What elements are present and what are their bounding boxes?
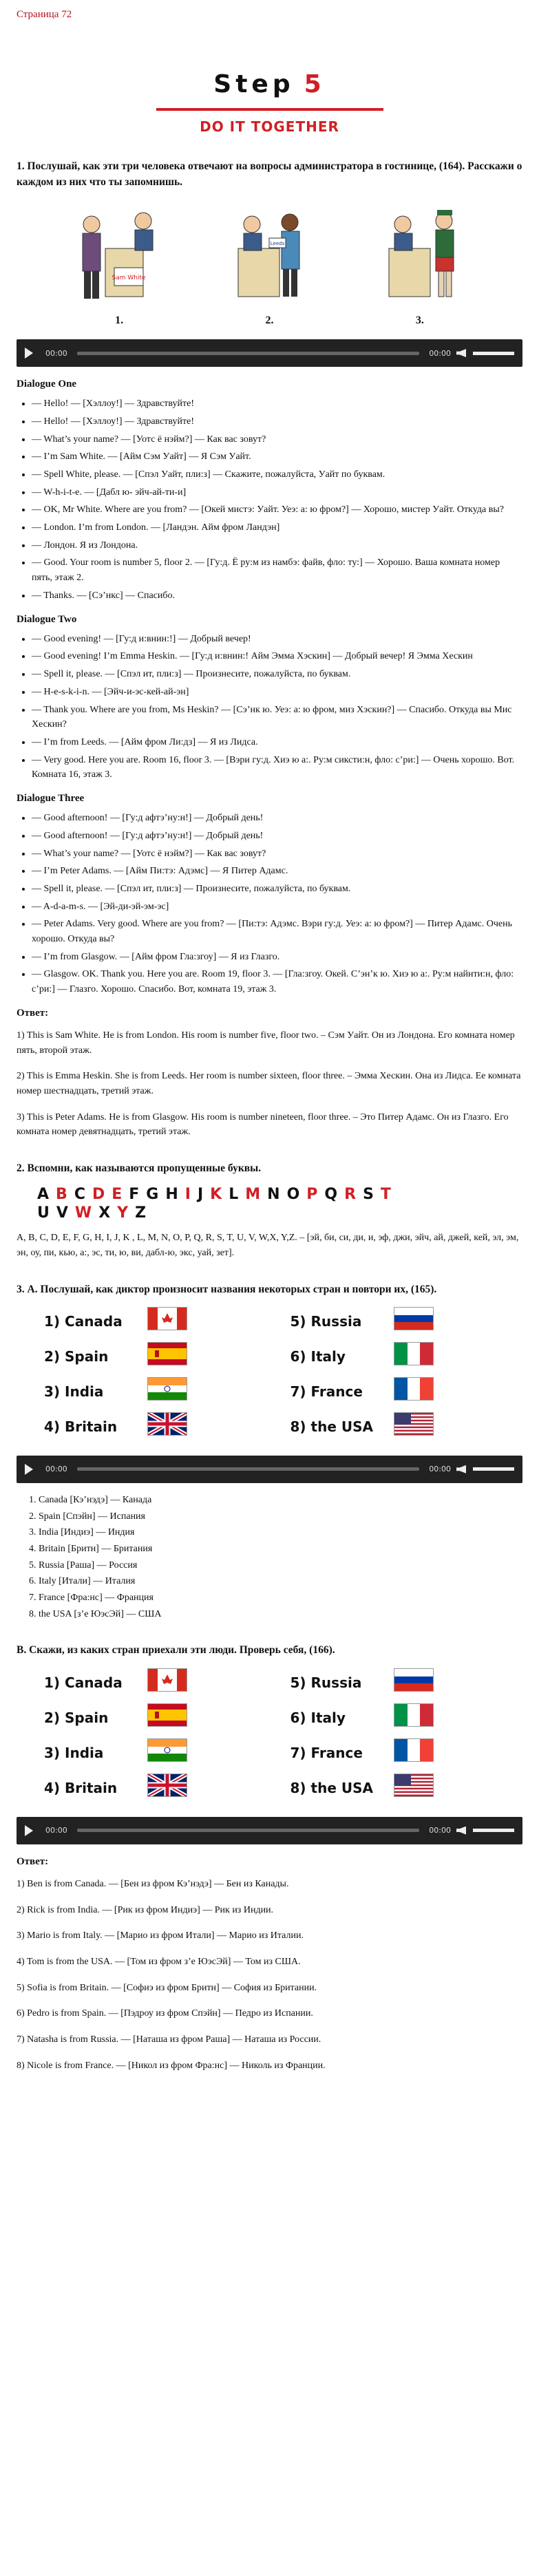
answer2-item: 4) Tom is from the USA. — [Том из фром з’е ЮэсЭй] — Том из США. (17, 1956, 301, 1967)
country-item (290, 1412, 496, 1442)
list-item: 2. Spain [Спэйн] — Испания (39, 1509, 522, 1524)
time-total: 00:00 (429, 1826, 451, 1835)
illustration-3 (375, 200, 465, 330)
answer2-item: 5) Sofia is from Britain. — [Софиэ из фром Бритн] — София из Британии. (17, 1982, 317, 1993)
list-item: • — I’m Sam White. — [Айм Сэм Уайт] — Я Сэм Уайт. (32, 449, 522, 465)
letter: S (363, 1186, 374, 1204)
country-item (44, 1307, 249, 1337)
missing-letters (37, 1186, 522, 1222)
hotel-illustrations (44, 200, 495, 330)
answer2-item: 1) Ben is from Canada. — [Бен из фром Кэ’нэдэ] — Бен из Канады. (17, 1878, 289, 1889)
letter: P (306, 1186, 318, 1204)
audio-player-3[interactable] (17, 1817, 522, 1844)
name-sign: Sam White (112, 274, 146, 281)
spain-flag (147, 1703, 187, 1733)
letter: E (112, 1186, 123, 1204)
answer2-item: 8) Nicole is from France. — [Никол из фром Фра:нс] — Николь из Франции. (17, 2060, 326, 2071)
letter: Y (117, 1204, 129, 1222)
volume-slider[interactable] (473, 352, 514, 355)
list-item: • — Good afternoon! — [Гу:д афтэ’ну:н!] — Добрый день! (32, 829, 522, 844)
list-item: • — Very good. Here you are. Room 16, floor 3. — [Вэри гу:д. Хиэ ю а:. Ру:м сиксти:н, фло: с’ри:] — Очень хорошо. Вот. Комната 16, этаж 3. (32, 753, 522, 783)
letter: N (267, 1186, 280, 1204)
list-item: 1. Canada [Кэ’нэдэ] — Канада (39, 1493, 522, 1508)
list-item: • — H-e-s-k-i-n. — [Эйч-и-эс-кей-ай-эн] (32, 685, 522, 700)
country-label: 3) India (44, 1383, 104, 1400)
france-flag (394, 1377, 434, 1407)
time-total: 00:00 (429, 1465, 451, 1474)
country-label: 8) the USA (290, 1779, 373, 1796)
letter: H (165, 1186, 178, 1204)
countries-grid-a (44, 1307, 495, 1442)
canada-flag (147, 1307, 187, 1337)
letter: Z (135, 1204, 147, 1222)
answer1-item-2: 2) This is Emma Heskin. She is from Leeds. Her room is number sixteen, floor three. – Эмма Хескин. Она из Лидса. Ее комната номер шестнадцать, третий этаж. (17, 1071, 521, 1097)
illustration-2 (224, 200, 314, 330)
list-item: • — Thank you. Where are you from, Ms Heskin? — [Сэ’нк ю. Уеэ: а: ю фром, миз Хэскин?] — Спасибо. Откуда вы Мис Хескин? (32, 703, 522, 732)
play-icon[interactable] (25, 348, 33, 359)
step-header (17, 65, 522, 138)
country-item (44, 1342, 249, 1372)
britain-flag (147, 1774, 187, 1803)
volume-icon[interactable] (456, 1465, 466, 1473)
hotel-desk-illustration-3 (375, 200, 465, 304)
list-item: • — I’m from Leeds. — [Айм фром Ли:дз] — Я из Лидса. (32, 735, 522, 750)
letters-row-2 (37, 1204, 522, 1222)
answer1-item-1: 1) This is Sam White. He is from London. His room is number five, floor two. – Сэм Уайт. Он из Лондона. Его комната номер пять, второй этаж. (17, 1030, 515, 1056)
list-item: • — Hello! — [Хэллоу!] — Здравствуйте! (32, 414, 522, 429)
list-item: • — Good evening! — [Гу:д и:внин:!] — Добрый вечер! (32, 632, 522, 647)
hotel-desk-illustration-2 (224, 200, 314, 304)
list-item: • — London. I’m from London. — [Ландэн. Айм фром Ландэн] (32, 520, 522, 535)
dialogue-one-list (17, 396, 522, 603)
list-item: • — What’s your name? — [Уотс ё нэйм?] — Как вас зовут? (32, 847, 522, 862)
country-item (290, 1774, 496, 1803)
dialogue-one-title: Dialogue One (17, 379, 77, 390)
leeds-badge: Leeds (271, 240, 285, 246)
list-item: • — I’m from Glasgow. — [Айм фром Гла:згоу] — Я из Глазго. (32, 950, 522, 965)
progress-bar[interactable] (77, 352, 420, 355)
letters-row-1 (37, 1186, 522, 1204)
list-item: • — I’m Peter Adams. — [Айм Пи:тэ: Адэмс] — Я Питер Адамс. (32, 864, 522, 879)
country-item (44, 1774, 249, 1803)
list-item: • — Glasgow. OK. Thank you. Here you are. Room 19, floor 3. — [Гла:згоу. Окей. С’эн’к ю. Хиэ ю а:. Ру:м найнти:н, фло: с’ри:] — Глазго. Хорошо. Спасибо. Вот, комната 19, этаж 3. (32, 967, 522, 997)
list-item: • — Thanks. — [Сэ’нкс] — Спасибо. (32, 588, 522, 604)
russia-flag (394, 1307, 434, 1337)
country-label: 7) France (290, 1744, 363, 1761)
step-title (17, 65, 522, 104)
dialogue-three-title: Dialogue Three (17, 792, 85, 804)
task1-title: 1. Послушай, как эти три человека отвечают на вопросы администратора в гостинице, (164). Расскажи о каждом из них что ты запомнишь. (17, 160, 522, 189)
letter: G (146, 1186, 159, 1204)
country-item (44, 1412, 249, 1442)
answer1-item-3: 3) This is Peter Adams. He is from Glasgow. His room is number nineteen, floor three. – Это Питер Адамс. Он из Глазго. Его комната номер девятнадцать, третий этаж. (17, 1111, 509, 1138)
letter: A (37, 1186, 50, 1204)
dialogue-two-list (17, 632, 522, 783)
volume-slider[interactable] (473, 1467, 514, 1471)
country-label: 6) Italy (290, 1348, 346, 1365)
illustration-1 (74, 200, 164, 330)
letter: F (129, 1186, 140, 1204)
italy-flag (394, 1342, 434, 1372)
progress-bar[interactable] (77, 1829, 420, 1832)
step-subtitle: DO IT TOGETHER (200, 118, 339, 136)
task2-title: 2. Вспомни, как называются пропущенные буквы. (17, 1162, 262, 1175)
russia-flag (394, 1668, 434, 1698)
country-item (290, 1342, 496, 1372)
canada-flag (147, 1668, 187, 1698)
country-item (290, 1703, 496, 1733)
illustration-number-2: 2. (265, 315, 274, 327)
letter: K (210, 1186, 222, 1204)
letter: L (229, 1186, 239, 1204)
play-icon[interactable] (25, 1825, 33, 1836)
list-item: • — Good afternoon! — [Гу:д афтэ’ну:н!] — Добрый день! (32, 811, 522, 826)
volume-slider[interactable] (473, 1829, 514, 1832)
britain-flag (147, 1412, 187, 1442)
time-current: 00:00 (45, 348, 67, 358)
volume-icon[interactable] (456, 349, 466, 357)
volume-icon[interactable] (456, 1827, 466, 1835)
letter: I (184, 1186, 191, 1204)
letter: D (92, 1186, 105, 1204)
country-item (44, 1377, 249, 1407)
page-label: Страница 72 (17, 9, 72, 20)
list-item: 8. the USA [з’е ЮэсЭй] — США (39, 1607, 522, 1622)
country-item (44, 1738, 249, 1768)
answer2-item: 3) Mario is from Italy. — [Марио из фром Итали] — Марио из Италии. (17, 1930, 304, 1941)
time-current: 00:00 (45, 1826, 67, 1835)
list-item: • — W-h-i-t-e. — [Дабл ю- эйч-ай-ти-и] (32, 485, 522, 500)
list-item: • — Spell it, please. — [Спэл ит, пли:з] — Произнесите, пожалуйста, по буквам. (32, 882, 522, 897)
audio-player-1[interactable] (17, 339, 522, 367)
dialogue-three-list (17, 811, 522, 997)
step-rule (156, 108, 383, 111)
india-flag (147, 1377, 187, 1407)
letter: W (74, 1204, 92, 1222)
letter: C (74, 1186, 85, 1204)
illustration-number-1: 1. (115, 315, 124, 327)
country-label: 5) Russia (290, 1674, 362, 1691)
country-item (44, 1668, 249, 1698)
letter: M (245, 1186, 261, 1204)
dialogue-two-title: Dialogue Two (17, 613, 77, 625)
india-flag (147, 1738, 187, 1768)
country-item (44, 1703, 249, 1733)
time-current: 00:00 (45, 1465, 67, 1474)
answer2-item: 2) Rick is from India. — [Рик из фром Индиэ] — Рик из Индии. (17, 1904, 274, 1915)
answer2-title: Ответ: (17, 1855, 49, 1867)
illustration-number-3: 3. (415, 315, 424, 327)
country-label: 4) Britain (44, 1779, 118, 1796)
letter: J (197, 1186, 204, 1204)
letter: T (380, 1186, 391, 1204)
answer2-item: 6) Pedro is from Spain. — [Пэдроу из фром Спэйн] — Педро из Испании. (17, 2008, 313, 2019)
country-label: 4) Britain (44, 1418, 118, 1435)
country-label: 1) Canada (44, 1674, 123, 1691)
letter: O (286, 1186, 300, 1204)
list-item: • — A-d-a-m-s. — [Эй-ди-эй-эм-эс] (32, 900, 522, 915)
country-label: 1) Canada (44, 1312, 123, 1330)
country-label: 3) India (44, 1744, 104, 1761)
country-label: 7) France (290, 1383, 363, 1400)
list-item: • — Good. Your room is number 5, floor 2. — [Гу:д. Ё ру:м из намбэ: файв, фло: ту:] — Хорошо. Ваша комната номер пять, этаж 2. (32, 555, 522, 585)
task3a-title: 3. А. Послушай, как диктор произносит названия некоторых стран и повтори их, (165). (17, 1283, 437, 1295)
countries-pronunciation-list (17, 1493, 522, 1622)
step-word: Step (213, 70, 295, 99)
list-item: • — What’s your name? — [Уотс ё нэйм?] — Как вас зовут? (32, 432, 522, 447)
time-total: 00:00 (429, 348, 451, 358)
usa-flag (394, 1774, 434, 1803)
list-item: • — Peter Adams. Very good. Where are you from? — [Пи:тэ: Адэмс. Вэри гу:д. Уеэ: а: ю фром?] — Питер Адамс. Очень хорошо. Откуда вы? (32, 917, 522, 946)
letter: V (56, 1204, 68, 1222)
list-item: 5. Russia [Раша] — Россия (39, 1558, 522, 1573)
country-item (290, 1377, 496, 1407)
answer2-item: 7) Natasha is from Russia. — [Наташа из фром Раша] — Наташа из России. (17, 2034, 321, 2045)
task3b-title: В. Скажи, из каких стран приехали эти люди. Проверь себя, (166). (17, 1644, 335, 1657)
list-item: • — Spell White, please. — [Спэл Уайт, пли:з] — Скажите, пожалуйста, Уайт по буквам. (32, 467, 522, 482)
country-item (290, 1738, 496, 1768)
list-item: • — Good evening! I’m Emma Heskin. — [Гу:д и:внин:! Айм Эмма Хэскин] — Добрый вечер! Я Эмма Хескин (32, 649, 522, 664)
list-item: 6. Italy [Итали] — Италия (39, 1574, 522, 1589)
play-icon[interactable] (25, 1464, 33, 1475)
list-item: 4. Britain [Бритн] — Британия (39, 1542, 522, 1557)
country-label: 2) Spain (44, 1709, 109, 1726)
country-label: 5) Russia (290, 1312, 362, 1330)
list-item: • — Spell it, please. — [Спэл ит, пли:з] — Произнесите, пожалуйста, по буквам. (32, 667, 522, 682)
country-item (290, 1668, 496, 1698)
list-item: • — OK, Mr White. Where are you from? — [Окей мистэ: Уайт. Уеэ: а: ю фром?] — Хорошо, мистер Уайт. Откуда вы? (32, 502, 522, 518)
list-item: • — Лондон. Я из Лондона. (32, 538, 522, 553)
list-item: • — Hello! — [Хэллоу!] — Здравствуйте! (32, 396, 522, 412)
progress-bar[interactable] (77, 1467, 420, 1471)
letter: U (37, 1204, 50, 1222)
france-flag (394, 1738, 434, 1768)
alphabet-text: A, B, C, D, E, F, G, H, I, J, K , L, M, N, O, P, Q, R, S, T, U, V, W,X, Y,Z. – [эй, би, си, ди, и, эф, джи, эйч, ай, джей, кей, эл, эм, эн, оу, пи, кью, а:, эс, ти, ю, ви, дабл-ю, экс, уай, зет]. (17, 1233, 519, 1258)
list-item: 3. India [Индиэ] — Индия (39, 1525, 522, 1540)
hotel-desk-illustration-1 (74, 200, 164, 304)
letter: X (98, 1204, 111, 1222)
country-label: 6) Italy (290, 1709, 346, 1726)
list-item: 7. France [Фра:нс] — Франция (39, 1590, 522, 1606)
answer1-title: Ответ: (17, 1007, 49, 1019)
country-label: 8) the USA (290, 1418, 373, 1435)
audio-player-2[interactable] (17, 1456, 522, 1483)
countries-grid-b (44, 1668, 495, 1803)
letter: Q (324, 1186, 338, 1204)
step-number: 5 (304, 70, 326, 99)
letter: B (56, 1186, 67, 1204)
letter: R (344, 1186, 357, 1204)
country-item (290, 1307, 496, 1337)
spain-flag (147, 1342, 187, 1372)
country-label: 2) Spain (44, 1348, 109, 1365)
italy-flag (394, 1703, 434, 1733)
usa-flag (394, 1412, 434, 1442)
